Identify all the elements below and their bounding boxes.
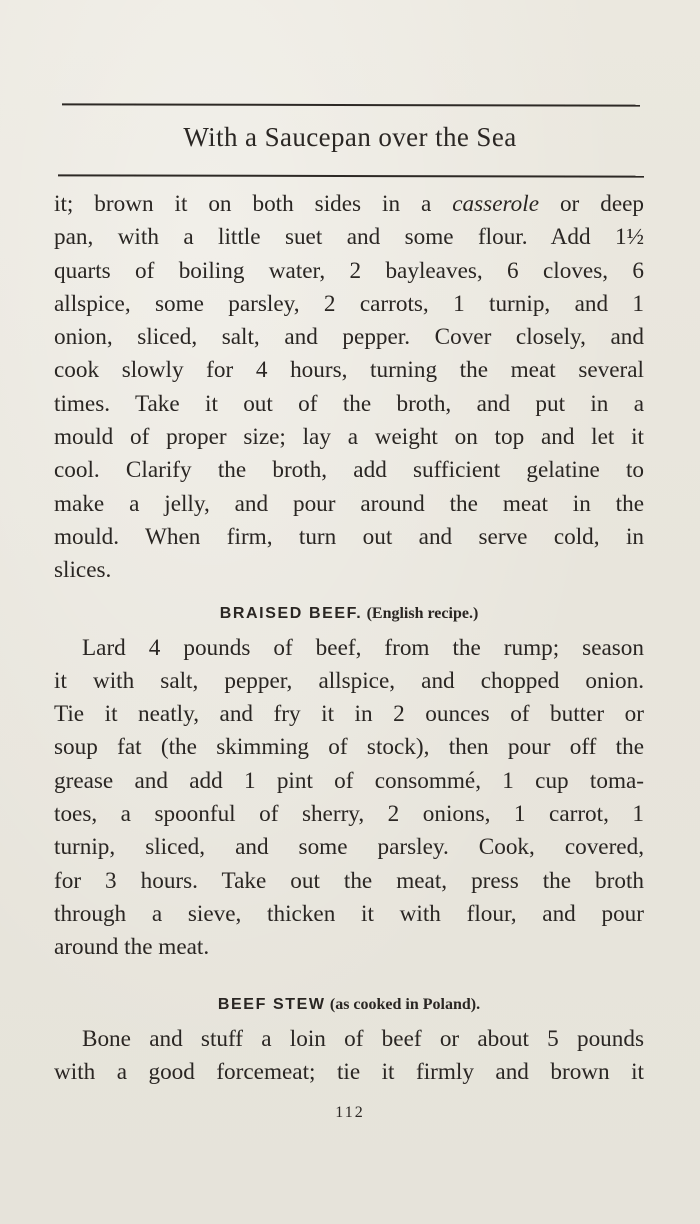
text-line: it with salt, pepper, allspice, and chopped onion. bbox=[54, 667, 644, 694]
text-line: around the meat. bbox=[54, 934, 210, 961]
recipe-note: (as cooked in Poland). bbox=[329, 995, 481, 1013]
text-line: Bone and stuff a loin of beef or about 5 pounds bbox=[82, 1025, 644, 1052]
italic-word: casserole bbox=[452, 191, 539, 217]
text-line: cook slowly for 4 hours, turning the meat several bbox=[54, 357, 644, 384]
text-line: cool. Clarify the broth, add sufficient gelatine to bbox=[54, 457, 644, 484]
text-line: mould. When firm, turn out and serve cold, in bbox=[54, 523, 644, 550]
text-line: allspice, some parsley, 2 carrots, 1 turnip, and 1 bbox=[54, 290, 644, 317]
text-line: times. Take it out of the broth, and put in a bbox=[54, 390, 644, 417]
text-line: quarts of boiling water, 2 bayleaves, 6 cloves, 6 bbox=[54, 257, 644, 284]
recipe-title: BEEF STEW bbox=[217, 995, 326, 1013]
paragraph-continuation bbox=[54, 188, 644, 588]
recipe-title: BRAISED BEEF. bbox=[219, 604, 363, 622]
running-head: With a Saucepan over the Sea bbox=[183, 122, 517, 152]
text-line: slices. bbox=[54, 557, 112, 584]
text-line: grease and add 1 pint of consommé, 1 cup toma- bbox=[54, 767, 644, 794]
text-line: through a sieve, thicken it with flour, and pour bbox=[54, 900, 644, 927]
recipe-note: (English recipe.) bbox=[366, 604, 479, 622]
page-number: 112 bbox=[335, 1104, 365, 1121]
text-line: mould of proper size; lay a weight on top and let it bbox=[54, 424, 644, 451]
text-line: onion, sliced, salt, and pepper. Cover closely, and bbox=[54, 324, 644, 351]
text-line: Tie it neatly, and fry it in 2 ounces of butter or bbox=[54, 701, 644, 728]
header-rule-top bbox=[62, 103, 640, 106]
body-text bbox=[54, 188, 644, 1089]
recipe-heading-beef-stew bbox=[54, 987, 644, 1021]
text-line: turnip, sliced, and some parsley. Cook, covered, bbox=[54, 834, 644, 861]
text-line: pan, with a little suet and some flour. Add 1½ bbox=[54, 224, 644, 251]
text-line: soup fat (the skimming of stock), then pour off the bbox=[54, 734, 644, 761]
text-line: it; brown it on both sides in a casserole or deep bbox=[54, 191, 644, 217]
header-rule-bottom bbox=[58, 174, 644, 177]
recipe-body-braised-beef bbox=[54, 632, 644, 965]
text-line: toes, a spoonful of sherry, 2 onions, 1 carrot, 1 bbox=[54, 801, 644, 828]
recipe-body-beef-stew bbox=[54, 1023, 644, 1090]
text-line: make a jelly, and pour around the meat in the bbox=[54, 490, 644, 517]
text-line: with a good forcemeat; tie it firmly and brown it bbox=[54, 1058, 644, 1085]
text-line: Lard 4 pounds of beef, from the rump; season bbox=[82, 634, 644, 661]
text-line: for 3 hours. Take out the meat, press the broth bbox=[54, 867, 644, 894]
recipe-heading-braised-beef bbox=[54, 596, 644, 630]
